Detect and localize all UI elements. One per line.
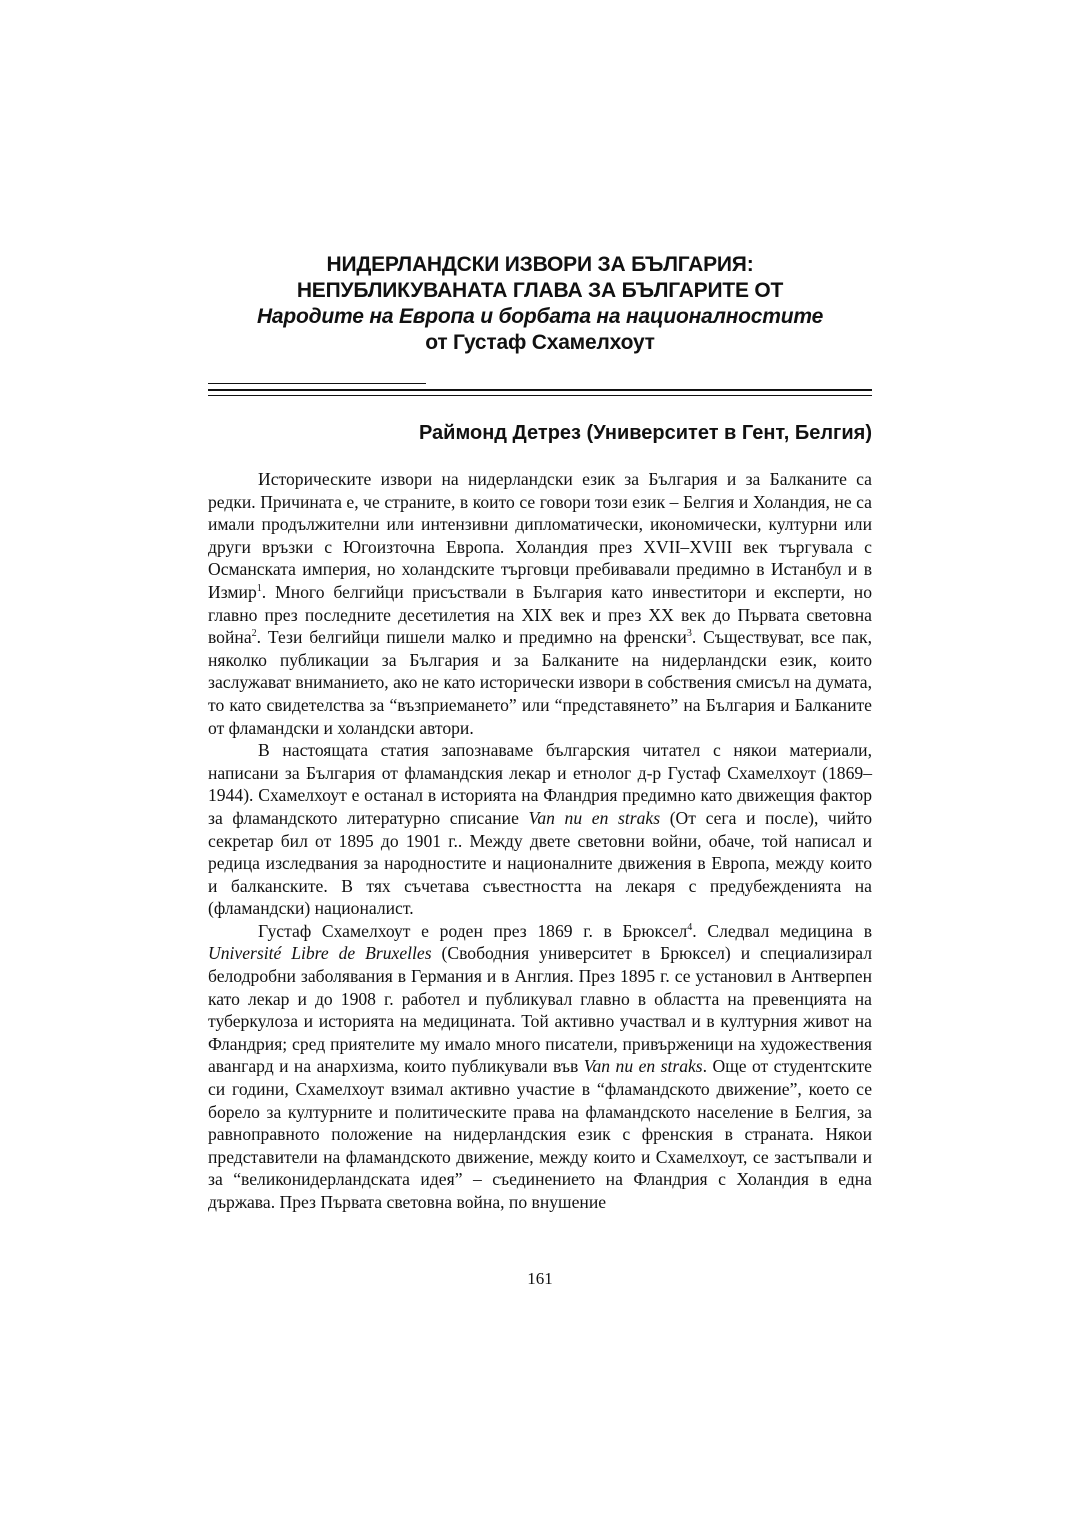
journal-title-italic-2: Van nu en straks: [583, 1056, 703, 1077]
paragraph-3-text-a: Густаф Схамелхоут е роден през 1869 г. в Брюксел: [258, 920, 688, 941]
footnote-ref-1: 1: [256, 583, 262, 595]
paragraph-3-text-c: (Свободния университет в Брюксел) и специализирал белодробни заболявания в Германия и в Англия. През 1895 г. се установил в Антверпен като лекар и до 1908 г. работел и публикувал главно в областта на превенцията на туберкулоза и историята на медицината. Той активно участвал и в културния живот на Фландрия; сред приятелите му имало много писатели, привърженици на художествения авангард и на анархизма, които публикували във: [208, 943, 872, 1077]
title-line-3: Народите на Европа и борбата на националностите: [256, 305, 824, 328]
footnote-ref-4: 4: [687, 922, 693, 934]
paragraph-3-text-d: . Още от студентските си години, Схамелхоут взимал активно участие в “фламандското движение”, което се борело за културните и политическите права на фламандското население в Белгия, за равноправното положение на нидерландския език с френския в страната. Някои представители на фламандското движение, между които и Схамелхоут, се застъпвали и за “великонидерландската идея” – съединението на Фландрия с Холандия в една държава. През Първата световна война, по внушение: [208, 1056, 872, 1212]
paragraph-3-text-b: . Следвал медицина в: [692, 920, 873, 941]
author-line: Раймонд Детрез (Университет в Гент, Белгия): [418, 422, 872, 444]
paragraph-1-text-a: Историческите извори на нидерландски език за България и за Балканите са редки. Причината е, че страните, в които се говори този език – Белгия и Холандия, не са имали продължителни или интензивни дипломатически, икономически, културни или други връзки с Югоизточна Европа. Холандия през XVII–XVIII век търгувала с Османската империя, но холандските търговци пребивавали предимно в Истанбул и в Измир: [208, 469, 872, 602]
paragraph-1: [208, 468, 872, 739]
paragraph-1-text-d: . Съществуват, все пак, няколко публикации за България и за Балканите на нидерландски език, които заслужават вниманието, ако не като исторически извори в собствения смисъл на думата, то като свидетелства за “възприемането” или “представянето” на България и Балканите от фламандски и холандски автори.: [208, 627, 873, 738]
paragraph-2: [208, 739, 872, 920]
paragraph-1-text-b: . Много белгийци присъствали в България като инвеститори и експерти, но главно през последните десетилетия на XIX век и през XX век до Първата световна война: [208, 581, 872, 648]
title-line-1: НИДЕРЛАНДСКИ ИЗВОРИ ЗА БЪЛГАРИЯ:: [326, 253, 754, 276]
paragraph-1-text-c: . Тези белгийци пишели малко и предимно на френски: [256, 627, 687, 648]
title-divider-thin: [208, 395, 872, 396]
page-number: 161: [527, 1269, 553, 1288]
title-line-2: НЕПУБЛИКУВАНАТА ГЛАВА ЗА БЪЛГАРИТЕ ОТ: [296, 279, 784, 302]
paragraph-3: [208, 920, 872, 1214]
title-line-4: от Густаф Схамелхоут: [425, 331, 655, 354]
journal-title-italic: Van nu en straks: [528, 807, 661, 828]
university-name-italic: Université Libre de Bruxelles: [208, 943, 432, 964]
article-body: [208, 468, 872, 1214]
footnote-ref-3: 3: [686, 628, 692, 640]
footnote-ref-2: 2: [251, 628, 257, 640]
paragraph-2-text-b: (От сега и после), чийто секретар бил от 1895 до 1901 г.. Между двете световни войни, обаче, той написал и редица изследвания за народностите и националните движения в Европа, между които и балканските. В тях съчетава съвестността на лекаря с предубежденията на (фламандски) националист.: [208, 807, 872, 919]
paragraph-2-text-a: В настоящата статия запознаваме българския читател с някои материали, написани за България от фламандския лекар и етнолог д-р Густаф Схамелхоут (1869–1944). Схамелхоут е останал в историята на Фландрия предимно като движещия фактор за фламандското литературно списание: [208, 740, 872, 828]
title-divider-short: [208, 383, 426, 384]
article-title: [208, 252, 872, 356]
title-divider-thick: [208, 389, 872, 391]
